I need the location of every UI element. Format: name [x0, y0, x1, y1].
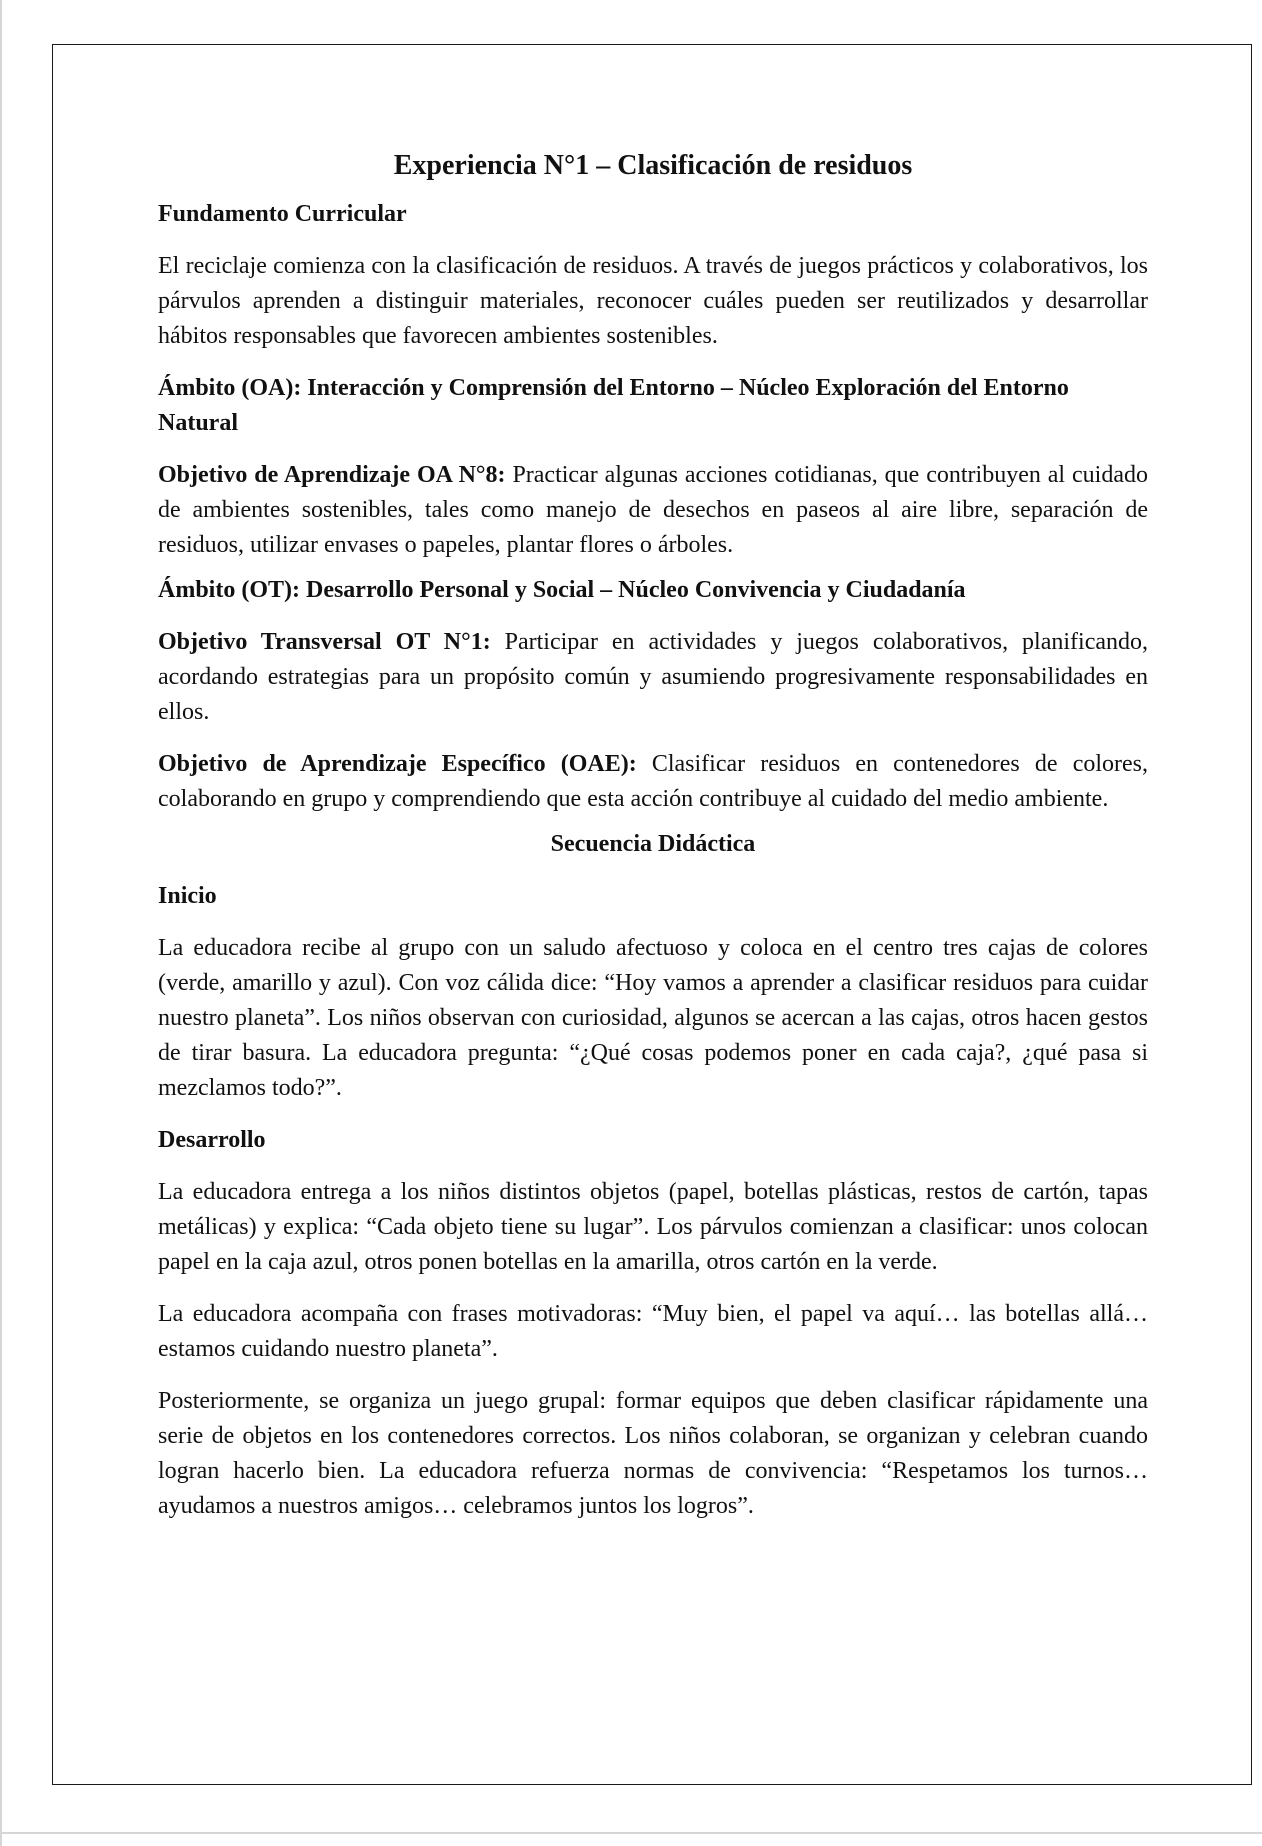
- ot-label: Objetivo Transversal OT N°1:: [158, 629, 491, 655]
- desarrollo-paragraph-2: La educadora acompaña con frases motivadoras: “Muy bien, el papel va aquí… las botellas allá… estamos cuidando nuestro planeta”.: [158, 1301, 1148, 1362]
- fundamento-heading: Fundamento Curricular: [158, 201, 407, 227]
- oa-text: Practicar algunas acciones cotidianas, que contribuyen al cuidado de ambientes sostenibles, tales como manejo de desechos en paseos al aire libre, separación de residuos, utilizar envases o papeles, plantar flores o árboles.: [158, 462, 1148, 558]
- document-title: Experiencia N°1 – Clasificación de residuos: [393, 150, 913, 181]
- ambito-ot-heading: Ámbito (OT): Desarrollo Personal y Social – Núcleo Convivencia y Ciudadanía: [158, 577, 966, 603]
- page-edge-left: [0, 0, 2, 1846]
- oa-paragraph: [158, 458, 1148, 563]
- document-content: [158, 148, 1148, 1541]
- page-edge-bottom: [0, 1832, 1262, 1834]
- ambito-oa-heading: Ámbito (OA): Interacción y Comprensión del Entorno – Núcleo Exploración del Entorno Natural: [158, 375, 1069, 436]
- ot-text: Participar en actividades y juegos colaborativos, planificando, acordando estrategias para un propósito común y asumiendo progresivamente responsabilidades en ellos.: [158, 629, 1148, 725]
- desarrollo-paragraph-3: Posteriormente, se organiza un juego grupal: formar equipos que deben clasificar rápidamente una serie de objetos en los contenedores correctos. Los niños colaboran, se organizan y celebran cuando logran hacerlo bien. La educadora refuerza normas de convivencia: “Respetamos los turnos… ayudamos a nuestros amigos… celebramos juntos los logros”.: [158, 1388, 1148, 1519]
- ot-paragraph: [158, 625, 1148, 730]
- inicio-heading: Inicio: [158, 883, 217, 909]
- oae-label: Objetivo de Aprendizaje Específico (OAE):: [158, 751, 637, 777]
- fundamento-paragraph: El reciclaje comienza con la clasificación de residuos. A través de juegos prácticos y colaborativos, los párvulos aprenden a distinguir materiales, reconocer cuáles pueden ser reutilizados y desarrollar hábitos responsables que favorecen ambientes sostenibles.: [158, 253, 1148, 349]
- oae-text: Clasificar residuos en contenedores de colores, colaborando en grupo y comprendiendo que esta acción contribuye al cuidado del medio ambiente.: [158, 751, 1148, 812]
- secuencia-heading: Secuencia Didáctica: [550, 831, 756, 857]
- inicio-paragraph: La educadora recibe al grupo con un saludo afectuoso y coloca en el centro tres cajas de colores (verde, amarillo y azul). Con voz cálida dice: “Hoy vamos a aprender a clasificar residuos para cuidar nuestro planeta”. Los niños observan con curiosidad, algunos se acercan a las cajas, otros hacen gestos de tirar basura. La educadora pregunta: “¿Qué cosas podemos poner en cada caja?, ¿qué pasa si mezclamos todo?”.: [158, 935, 1148, 1101]
- oa-label: Objetivo de Aprendizaje OA N°8:: [158, 462, 506, 488]
- desarrollo-paragraph-1: La educadora entrega a los niños distintos objetos (papel, botellas plásticas, restos de cartón, tapas metálicas) y explica: “Cada objeto tiene su lugar”. Los párvulos comienzan a clasificar: unos colocan papel en la caja azul, otros ponen botellas en la amarilla, otros cartón en la verde.: [158, 1179, 1148, 1275]
- oae-paragraph: [158, 747, 1148, 817]
- desarrollo-heading: Desarrollo: [158, 1127, 266, 1153]
